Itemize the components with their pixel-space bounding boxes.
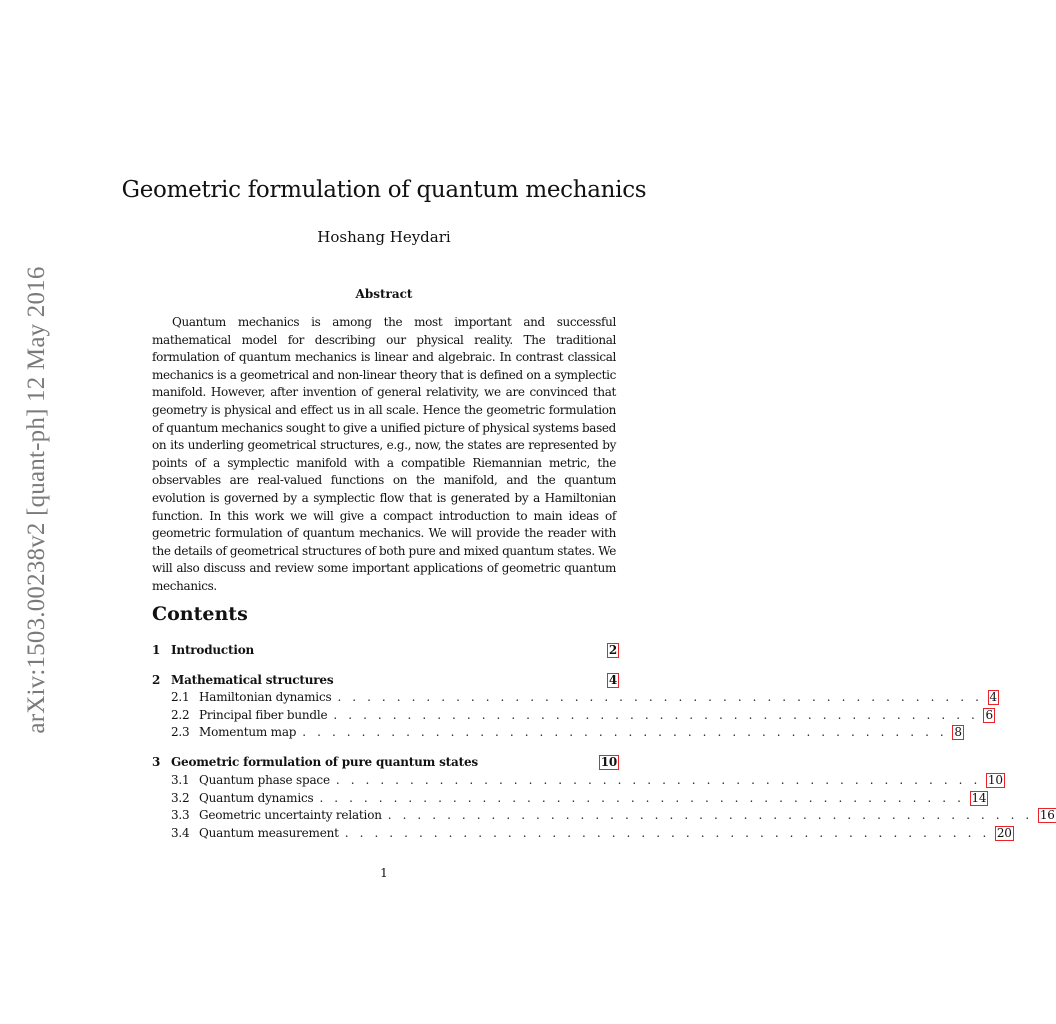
- toc-entry-title[interactable]: Geometric formulation of pure quantum states: [171, 755, 478, 769]
- toc-entry-title[interactable]: Quantum dynamics: [199, 791, 314, 805]
- toc-page-link[interactable]: 8: [954, 725, 962, 739]
- toc-entry-number: 3: [152, 755, 161, 769]
- toc-entry-geometric-uncertainty-relation[interactable]: [152, 807, 1055, 824]
- toc-entry-hamiltonian-dynamics[interactable]: [152, 689, 997, 706]
- abstract-heading: Abstract: [355, 287, 413, 301]
- toc-entry-number: 2: [152, 673, 161, 687]
- toc-page-link[interactable]: 2: [608, 643, 617, 657]
- toc-page-link[interactable]: 16: [1039, 808, 1055, 822]
- toc-entry-number: 2.1: [171, 690, 190, 704]
- toc-dot-leader: . . . . . . . . . . . . . . . . . . . . . . . . . . . . . . . . . . . . . . . . . . . .: [387, 808, 1033, 822]
- toc-entry-title[interactable]: Quantum phase space: [199, 773, 330, 787]
- toc-page-link[interactable]: 4: [608, 673, 617, 687]
- toc-entry-title[interactable]: Principal fiber bundle: [199, 708, 328, 722]
- toc-entry-title[interactable]: Mathematical structures: [171, 673, 334, 687]
- toc-entry-number: 3.4: [171, 826, 190, 840]
- contents-heading: Contents: [152, 603, 248, 625]
- toc-dot-leader: . . . . . . . . . . . . . . . . . . . . . . . . . . . . . . . . . . . . . . . . . . . .: [344, 826, 990, 840]
- toc-entry-number: 3.2: [171, 791, 190, 805]
- toc-entry-mathematical-structures[interactable]: [152, 672, 618, 689]
- toc-dot-leader: . . . . . . . . . . . . . . . . . . . . . . . . . . . . . . . . . . . . . . . . . . . .: [302, 725, 948, 739]
- toc-entry-title[interactable]: Quantum measurement: [199, 826, 339, 840]
- page-number: 1: [380, 866, 388, 880]
- toc-page-link[interactable]: 20: [996, 826, 1012, 840]
- toc-entry-principal-fiber-bundle[interactable]: [152, 707, 993, 724]
- toc-dot-leader: . . . . . . . . . . . . . . . . . . . . . . . . . . . . . . . . . . . . . . . . . . . .: [319, 791, 965, 805]
- toc-entry-title[interactable]: Introduction: [171, 643, 255, 657]
- toc-entry-title[interactable]: Momentum map: [199, 725, 297, 739]
- toc-entry-introduction[interactable]: [152, 642, 618, 659]
- toc-entry-number: 2.2: [171, 708, 190, 722]
- toc-dot-leader: . . . . . . . . . . . . . . . . . . . . . . . . . . . . . . . . . . . . . . . . . . . .: [333, 708, 979, 722]
- toc-entry-number: 2.3: [171, 725, 190, 739]
- toc-page-link[interactable]: 4: [989, 690, 997, 704]
- toc-page-link[interactable]: 10: [600, 755, 617, 769]
- abstract-text: Quantum mechanics is among the most important and successful mathematical model for describing our physical reality. The traditional formulation of quantum mechanics is linear and algebraic. In contrast classical mechanics is a geometrical and non-linear theory that is defined on a symplectic manifold. However, after invention of general relativity, we are convinced that geometry is physical and effect us in all scale. Hence the geometric formulation of quantum mechanics sought to give a unified picture of physical systems based on its underling geometrical structures, e.g., now, the states are represented by points of a symplectic manifold with a compatible Riemannian metric, the observables are real-valued functions on the manifold, and the quantum evolution is governed by a symplectic flow that is generated by a Hamiltonian function. In this work we will give a compact introduction to main ideas of geometric formulation of quantum mechanics. We will provide the reader with the details of geometrical structures of both pure and mixed quantum states. We will also discuss and review some important applications of geometric quantum mechanics.: [152, 315, 616, 593]
- toc-entry-number: 1: [152, 643, 161, 657]
- toc-entry-number: 3.3: [171, 808, 190, 822]
- toc-page-link[interactable]: 6: [985, 708, 993, 722]
- toc-entry-number: 3.1: [171, 773, 190, 787]
- toc-entry-title[interactable]: Geometric uncertainty relation: [199, 808, 382, 822]
- toc-entry-quantum-phase-space[interactable]: [152, 772, 1003, 789]
- toc-page-link[interactable]: 14: [971, 791, 987, 805]
- toc-entry-quantum-dynamics[interactable]: [152, 790, 987, 807]
- toc-dot-leader: . . . . . . . . . . . . . . . . . . . . . . . . . . . . . . . . . . . . . . . . . . . .: [337, 690, 983, 704]
- author-name: Hoshang Heydari: [317, 228, 451, 246]
- toc-entry-title[interactable]: Hamiltonian dynamics: [199, 690, 332, 704]
- arxiv-identifier-stamp: arXiv:1503.00238v2 [quant-ph] 12 May 2016: [23, 266, 50, 734]
- toc-entry-quantum-measurement[interactable]: [152, 825, 1012, 842]
- toc-entry-geometric-formulation-pure-states[interactable]: [152, 754, 618, 771]
- toc-entry-momentum-map[interactable]: [152, 724, 962, 741]
- paper-title: Geometric formulation of quantum mechanics: [121, 177, 647, 203]
- toc-page-link[interactable]: 10: [987, 773, 1003, 787]
- toc-dot-leader: . . . . . . . . . . . . . . . . . . . . . . . . . . . . . . . . . . . . . . . . . . . .: [335, 773, 981, 787]
